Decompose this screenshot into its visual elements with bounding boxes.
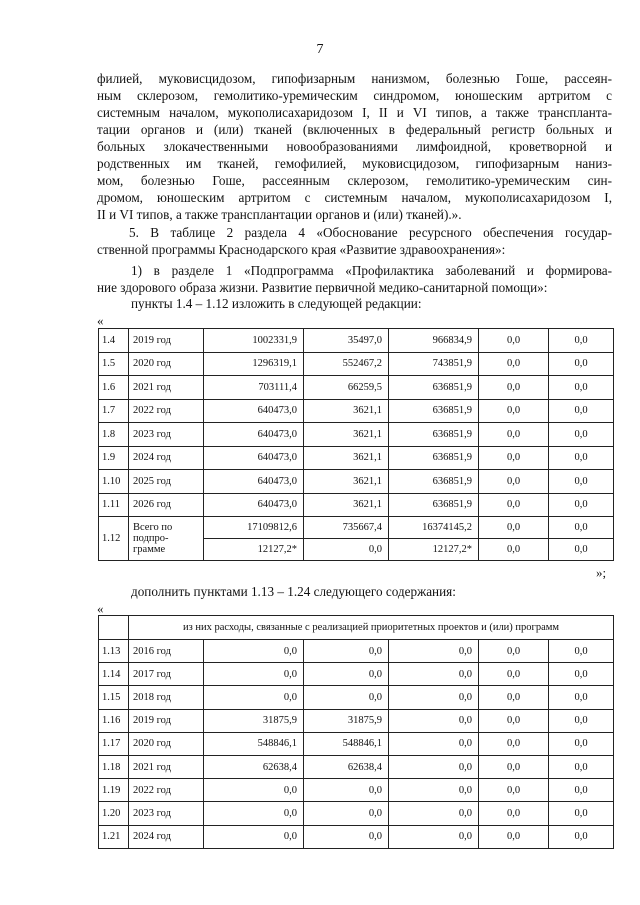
row-year: 2016 год <box>129 640 204 663</box>
value-col-2: 548846,1 <box>304 732 389 755</box>
total-label-line: Всего по <box>133 522 173 533</box>
value-total: 0,0 <box>204 825 304 848</box>
row-number: 1.6 <box>99 376 129 400</box>
value-col-4: 0,0 <box>479 755 549 778</box>
value-col-3: 0,0 <box>389 755 479 778</box>
value-col-5: 0,0 <box>549 709 614 732</box>
row-number: 1.13 <box>99 640 129 663</box>
text-line: II и VI типов, а также трансплантации органов и (или) тканей).». <box>97 207 462 222</box>
total-incl-value-c5: 0,0 <box>549 539 614 561</box>
row-total-label <box>129 517 204 561</box>
row-number: 1.15 <box>99 686 129 709</box>
text-line: родственных им тканей, гемофилией, муковисцидозом, гипофизарным наниз- <box>97 156 612 171</box>
row-number: 1.10 <box>99 470 129 494</box>
value-total: 0,0 <box>204 779 304 802</box>
value-col-4: 0,0 <box>479 802 549 825</box>
value-col-4: 0,0 <box>479 640 549 663</box>
value-col-4: 0,0 <box>479 376 549 400</box>
value-col-3: 0,0 <box>389 779 479 802</box>
table-row <box>99 779 614 802</box>
row-year: 2026 год <box>129 493 204 517</box>
total-incl-value-c3: 12127,2* <box>389 539 479 561</box>
value-total: 62638,4 <box>204 755 304 778</box>
header-empty-cell <box>99 616 129 640</box>
value-col-5: 0,0 <box>549 686 614 709</box>
table-row <box>99 825 614 848</box>
row-number: 1.21 <box>99 825 129 848</box>
row-number: 1.17 <box>99 732 129 755</box>
value-total: 548846,1 <box>204 732 304 755</box>
row-number: 1.19 <box>99 779 129 802</box>
text-line: 5. В таблице 2 раздела 4 «Обоснование ресурсного обеспечения государ- <box>129 225 612 240</box>
value-col-2: 0,0 <box>304 802 389 825</box>
value-total: 1296319,1 <box>204 352 304 376</box>
value-col-5: 0,0 <box>549 376 614 400</box>
value-col-4: 0,0 <box>479 779 549 802</box>
text-line: ственной программы Краснодарского края «Развитие здравоохранения»: <box>97 242 506 257</box>
value-col-2: 0,0 <box>304 640 389 663</box>
row-number: 1.14 <box>99 663 129 686</box>
row-number: 1.11 <box>99 493 129 517</box>
value-col-5: 0,0 <box>549 399 614 423</box>
table-header-text: из них расходы, связанные с реализацией приоритетных проектов и (или) программ <box>129 616 614 640</box>
table-header-row <box>99 616 614 640</box>
value-col-5: 0,0 <box>549 755 614 778</box>
total-label-line: грамме <box>133 544 166 555</box>
row-number: 1.4 <box>99 329 129 353</box>
value-col-5: 0,0 <box>549 493 614 517</box>
row-year: 2025 год <box>129 470 204 494</box>
value-total: 31875,9 <box>204 709 304 732</box>
value-total: 640473,0 <box>204 493 304 517</box>
value-col-2: 66259,5 <box>304 376 389 400</box>
text-line: тации органов и (или) тканей (включенных в федеральный регистр больных и <box>97 122 612 137</box>
paragraph-section-5 <box>97 224 612 258</box>
value-col-3: 0,0 <box>389 825 479 848</box>
text-line: системным началом, мукополисахаридозом I, II и VI типов, а также транспланта- <box>97 105 612 120</box>
table-items-1-13-to-1-24 <box>98 615 614 849</box>
row-number: 1.20 <box>99 802 129 825</box>
value-col-4: 0,0 <box>479 470 549 494</box>
value-col-5: 0,0 <box>549 802 614 825</box>
value-col-2: 62638,4 <box>304 755 389 778</box>
table-row <box>99 423 614 447</box>
table-row <box>99 755 614 778</box>
row-number: 1.12 <box>99 517 129 561</box>
value-col-3: 0,0 <box>389 709 479 732</box>
value-col-3: 636851,9 <box>389 376 479 400</box>
value-col-2: 35497,0 <box>304 329 389 353</box>
table-row <box>99 399 614 423</box>
row-year: 2024 год <box>129 825 204 848</box>
value-col-3: 636851,9 <box>389 399 479 423</box>
table-row <box>99 663 614 686</box>
value-col-4: 0,0 <box>479 709 549 732</box>
table-row-total <box>99 517 614 539</box>
value-col-5: 0,0 <box>549 470 614 494</box>
value-total: 640473,0 <box>204 399 304 423</box>
close-quote: »; <box>596 565 607 580</box>
value-col-4: 0,0 <box>479 399 549 423</box>
row-number: 1.8 <box>99 423 129 447</box>
value-col-3: 0,0 <box>389 663 479 686</box>
value-col-2: 3621,1 <box>304 446 389 470</box>
total-incl-value-c1: 12127,2* <box>204 539 304 561</box>
table-row <box>99 686 614 709</box>
value-col-5: 0,0 <box>549 423 614 447</box>
value-col-2: 0,0 <box>304 686 389 709</box>
row-year: 2024 год <box>129 446 204 470</box>
value-col-3: 966834,9 <box>389 329 479 353</box>
table-row <box>99 470 614 494</box>
open-quote-1: « <box>97 313 104 328</box>
row-number: 1.7 <box>99 399 129 423</box>
value-total: 640473,0 <box>204 446 304 470</box>
value-col-2: 3621,1 <box>304 423 389 447</box>
table-row <box>99 493 614 517</box>
value-total: 0,0 <box>204 686 304 709</box>
value-col-3: 636851,9 <box>389 446 479 470</box>
value-total: 640473,0 <box>204 470 304 494</box>
value-col-2: 0,0 <box>304 663 389 686</box>
row-year: 2022 год <box>129 399 204 423</box>
value-col-3: 0,0 <box>389 686 479 709</box>
row-year: 2023 год <box>129 802 204 825</box>
instruction-replace: пункты 1.4 – 1.12 изложить в следующей редакции: <box>131 296 422 311</box>
total-label-line: подпро- <box>133 533 169 544</box>
value-col-4: 0,0 <box>479 329 549 353</box>
row-year: 2023 год <box>129 423 204 447</box>
table-row <box>99 446 614 470</box>
value-col-4: 0,0 <box>479 663 549 686</box>
text-line: дромом, юношеским артритом с системным началом, мукополисахаридозом I, <box>97 190 612 205</box>
row-year: 2020 год <box>129 352 204 376</box>
table-row <box>99 352 614 376</box>
value-col-4: 0,0 <box>479 732 549 755</box>
value-col-4: 0,0 <box>479 423 549 447</box>
value-col-5: 0,0 <box>549 329 614 353</box>
value-col-5: 0,0 <box>549 825 614 848</box>
paragraph-subsection-1 <box>97 262 612 296</box>
value-col-2: 3621,1 <box>304 493 389 517</box>
table-items-1-4-to-1-12 <box>98 328 614 561</box>
value-col-5: 0,0 <box>549 640 614 663</box>
value-col-2: 31875,9 <box>304 709 389 732</box>
paragraph-continuation <box>97 70 612 223</box>
value-total: 0,0 <box>204 640 304 663</box>
value-col-3: 636851,9 <box>389 423 479 447</box>
value-total: 0,0 <box>204 663 304 686</box>
total-incl-value-c2: 0,0 <box>304 539 389 561</box>
value-col-4: 0,0 <box>479 446 549 470</box>
table-row <box>99 640 614 663</box>
text-line: ние здорового образа жизни. Развитие первичной медико-санитарной помощи»: <box>97 280 548 295</box>
row-year: 2019 год <box>129 709 204 732</box>
text-line: ным склерозом, гемолитико-уремическим синдромом, юношеским артритом с <box>97 88 612 103</box>
row-year: 2018 год <box>129 686 204 709</box>
value-total: 0,0 <box>204 802 304 825</box>
value-col-3: 0,0 <box>389 802 479 825</box>
value-col-4: 0,0 <box>479 825 549 848</box>
table-row <box>99 329 614 353</box>
value-col-3: 636851,9 <box>389 470 479 494</box>
row-year: 2021 год <box>129 376 204 400</box>
value-total: 1002331,9 <box>204 329 304 353</box>
table-row <box>99 709 614 732</box>
value-col-3: 743851,9 <box>389 352 479 376</box>
value-col-3: 0,0 <box>389 640 479 663</box>
value-col-2: 3621,1 <box>304 399 389 423</box>
total-value-c2: 735667,4 <box>304 517 389 539</box>
value-total: 703111,4 <box>204 376 304 400</box>
row-year: 2021 год <box>129 755 204 778</box>
row-number: 1.16 <box>99 709 129 732</box>
value-col-5: 0,0 <box>549 446 614 470</box>
value-col-2: 552467,2 <box>304 352 389 376</box>
row-number: 1.5 <box>99 352 129 376</box>
row-number: 1.18 <box>99 755 129 778</box>
row-year: 2017 год <box>129 663 204 686</box>
value-col-4: 0,0 <box>479 686 549 709</box>
text-line: больных злокачественными новообразованиями лимфоидной, кроветворной и <box>97 139 612 154</box>
value-col-3: 636851,9 <box>389 493 479 517</box>
row-year: 2020 год <box>129 732 204 755</box>
value-col-5: 0,0 <box>549 732 614 755</box>
row-number: 1.9 <box>99 446 129 470</box>
total-value-c3: 16374145,2 <box>389 517 479 539</box>
instruction-add: дополнить пунктами 1.13 – 1.24 следующего содержания: <box>131 584 456 599</box>
total-incl-value-c4: 0,0 <box>479 539 549 561</box>
total-value-c4: 0,0 <box>479 517 549 539</box>
value-col-3: 0,0 <box>389 732 479 755</box>
value-col-4: 0,0 <box>479 352 549 376</box>
table-row <box>99 732 614 755</box>
value-col-2: 0,0 <box>304 825 389 848</box>
table-row <box>99 802 614 825</box>
text-line: мом, болезнью Гоше, рассеянным склерозом, гемолитико-уремическим син- <box>97 173 612 188</box>
page-number: 7 <box>316 42 324 57</box>
row-year: 2019 год <box>129 329 204 353</box>
open-quote-2: « <box>97 601 104 616</box>
value-col-5: 0,0 <box>549 352 614 376</box>
total-value-c1: 17109812,6 <box>204 517 304 539</box>
value-col-2: 0,0 <box>304 779 389 802</box>
row-year: 2022 год <box>129 779 204 802</box>
text-line: филией, муковисцидозом, гипофизарным нанизмом, болезнью Гоше, рассеян- <box>97 71 612 86</box>
text-line: 1) в разделе 1 «Подпрограмма «Профилактика заболеваний и формирова- <box>131 263 612 278</box>
value-col-4: 0,0 <box>479 493 549 517</box>
value-col-5: 0,0 <box>549 663 614 686</box>
total-value-c5: 0,0 <box>549 517 614 539</box>
table-row <box>99 376 614 400</box>
value-total: 640473,0 <box>204 423 304 447</box>
value-col-5: 0,0 <box>549 779 614 802</box>
value-col-2: 3621,1 <box>304 470 389 494</box>
